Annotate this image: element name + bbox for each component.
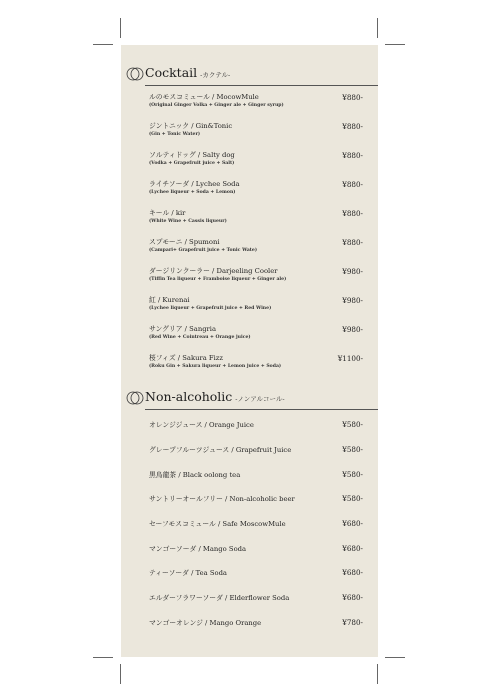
item-name: ダージリンクーラー / Darjeeling Cooler: [149, 267, 278, 275]
menu-item: [149, 593, 363, 603]
item-price: ¥680-: [342, 593, 363, 602]
item-price: ¥580-: [342, 470, 363, 479]
item-name: セーフモスコミュール / Safe MoscowMule: [149, 520, 286, 528]
item-description: (Red Wine + Cointreau + Orange juice): [149, 335, 251, 340]
menu-item: [149, 470, 363, 480]
item-description: (Original Ginger Volka + Ginger ale + Ginger syrup): [149, 103, 284, 108]
item-name: 紅 / Kurenai: [149, 296, 190, 304]
non-alcoholic-title: [145, 390, 285, 406]
item-name: サントリーオールフリー / Non-alcoholic beer: [149, 495, 295, 503]
crop-mark-top-left-vertical: [120, 18, 121, 38]
item-description: (Tiffin Tea liqueur + Framboise liqueur + Ginger ale): [149, 277, 287, 282]
item-price: ¥680-: [342, 544, 363, 553]
drink-menu-card: [121, 45, 378, 657]
item-price: ¥980-: [342, 267, 363, 276]
item-price: ¥1100-: [337, 354, 363, 363]
menu-item: [149, 296, 363, 312]
item-price: ¥980-: [342, 325, 363, 334]
crop-mark-bottom-right-vertical: [377, 664, 378, 684]
item-price: ¥680-: [342, 568, 363, 577]
menu-item: [149, 122, 363, 138]
non-alcoholic-subtitle: -ノンアルコール-: [235, 395, 285, 403]
non-alcoholic-section-header: [121, 386, 378, 410]
item-description: (White Wine + Cassis liqueur): [149, 219, 227, 224]
menu-item: [149, 238, 363, 254]
glass-circle-icon: [126, 389, 144, 407]
item-name: ルのモスコミュール / MocowMule: [149, 93, 259, 101]
item-price: ¥880-: [342, 238, 363, 247]
glass-circle-icon: [126, 65, 144, 83]
item-name: 桜フィズ / Sakura Fizz: [149, 354, 223, 362]
menu-item: [149, 618, 363, 628]
non-alcoholic-divider: [145, 409, 378, 410]
item-description: (Vodka + Grapefruit juice + Salt): [149, 161, 235, 166]
menu-item: [149, 519, 363, 529]
crop-mark-top-right-vertical: [377, 18, 378, 38]
item-name: エルダーフラワーソーダ / Elderflower Soda: [149, 594, 290, 602]
item-price: ¥980-: [342, 296, 363, 305]
item-name: ジントニック / Gin&Tonic: [149, 122, 233, 130]
item-price: ¥580-: [342, 445, 363, 454]
item-description: (Lychee liqueur + Soda + Lemon): [149, 190, 236, 195]
menu-item: [149, 180, 363, 196]
item-description: (Roku Gin + Sakura liqueur + Lemon juice + Soda): [149, 364, 282, 369]
item-price: ¥880-: [342, 122, 363, 131]
non-alcoholic-title-text: Non-alcoholic: [145, 389, 233, 404]
item-name: キール / kir: [149, 209, 186, 217]
item-name: グレープフルーツジュース / Grapefruit Juice: [149, 446, 292, 454]
item-price: ¥780-: [342, 618, 363, 627]
cocktail-title-text: Cocktail: [145, 65, 198, 80]
item-price: ¥880-: [342, 151, 363, 160]
menu-item: [149, 494, 363, 504]
item-name: サングリア / Sangria: [149, 325, 217, 333]
cocktail-title: [145, 66, 230, 82]
menu-item: [149, 420, 363, 430]
item-name: マンゴーオレンジ / Mango Orange: [149, 619, 262, 627]
crop-mark-top-right-horizontal: [385, 44, 405, 45]
item-name: ティーソーダ / Tea Soda: [149, 569, 227, 577]
item-price: ¥680-: [342, 519, 363, 528]
item-name: ソルティドッグ / Salty dog: [149, 151, 235, 159]
cocktail-section-header: [121, 62, 378, 86]
menu-item: [149, 544, 363, 554]
menu-item: [149, 568, 363, 578]
menu-item: [149, 151, 363, 167]
item-name: 黒烏龍茶 / Black oolong tea: [149, 471, 241, 479]
cocktail-divider: [145, 85, 378, 86]
item-name: マンゴーソーダ / Mango Soda: [149, 545, 247, 553]
item-name: ライチソーダ / Lychee Soda: [149, 180, 240, 188]
menu-item: [149, 445, 363, 455]
crop-mark-top-left-horizontal: [93, 44, 113, 45]
item-price: ¥880-: [342, 93, 363, 102]
item-price: ¥880-: [342, 209, 363, 218]
item-price: ¥880-: [342, 180, 363, 189]
menu-item: [149, 209, 363, 225]
item-description: (Campari+ Grapefruit juice + Tonic Wate): [149, 248, 258, 253]
item-name: オレンジジュース / Orange Juice: [149, 421, 254, 429]
menu-item: [149, 325, 363, 341]
crop-mark-bottom-left-vertical: [120, 664, 121, 684]
menu-item: [149, 267, 363, 283]
crop-mark-bottom-right-horizontal: [385, 657, 405, 658]
item-price: ¥580-: [342, 420, 363, 429]
menu-item: [149, 93, 363, 109]
item-price: ¥580-: [342, 494, 363, 503]
item-name: スプモーニ / Spumoni: [149, 238, 220, 246]
crop-mark-bottom-left-horizontal: [93, 657, 113, 658]
cocktail-subtitle: -カクテル-: [200, 71, 231, 79]
menu-item: [149, 354, 363, 370]
item-description: (Lychee liqueur + Grapefruit juice + Red Wine): [149, 306, 272, 311]
item-description: (Gin + Tonic Water): [149, 132, 201, 137]
